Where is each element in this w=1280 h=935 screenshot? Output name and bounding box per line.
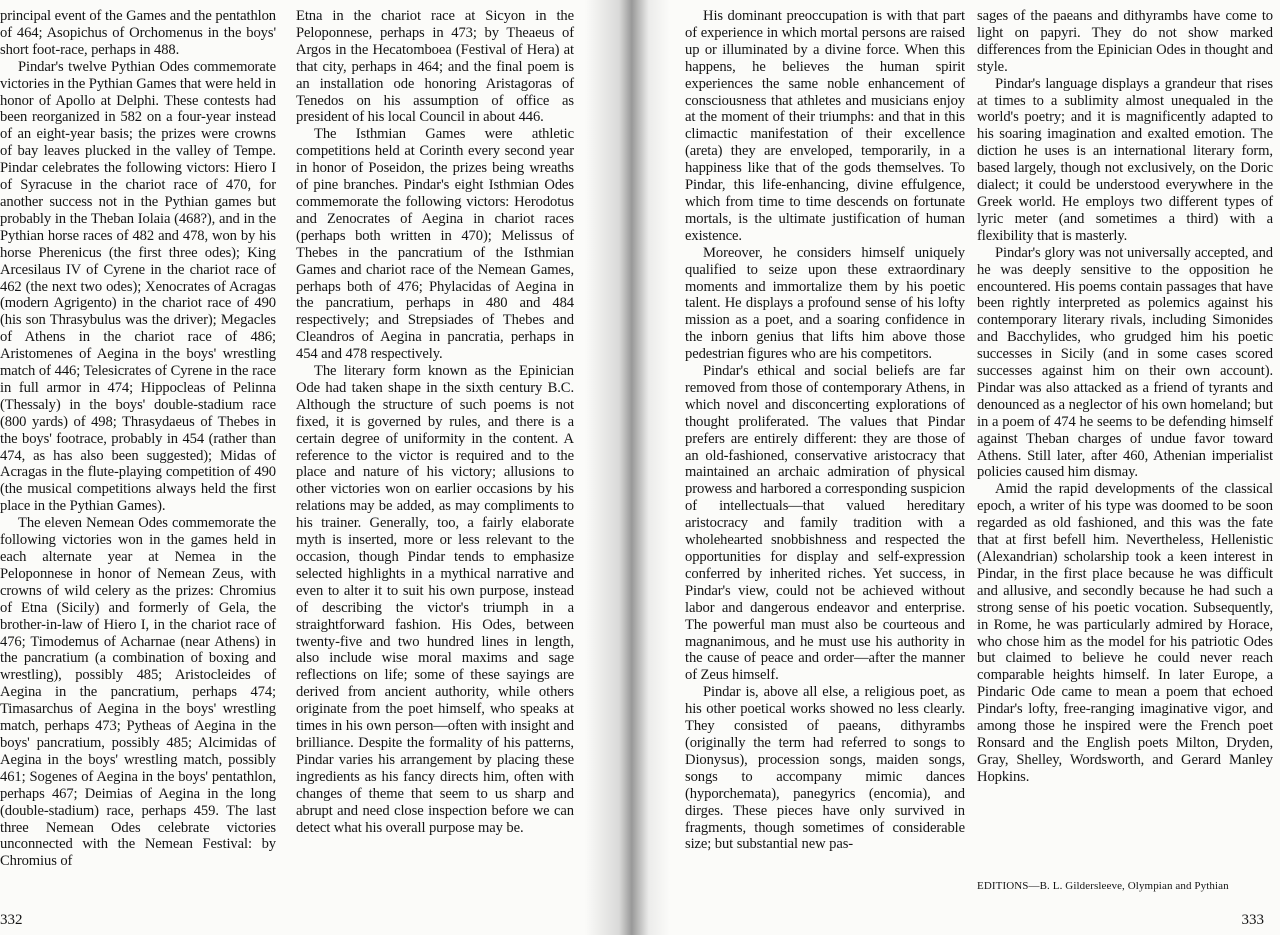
paragraph: Amid the rapid developments of the classical epoch, a writer of his type was doomed to be soon regarded as old fashioned, and this was the fate that at first befell him. Nevertheless, Hellenistic (Alexandrian) scholarship took a keen interest in Pindar, in the first place because he was difficult and allusive, and secondly because he had such a strong sense of his poetic vocation. Subsequently, in Rome, he was particularly admired by Horace, who chose him as the model for his patriotic Odes but claimed to believe he could never reach comparable heights himself. In later Europe, a Pindaric Ode came to mean a poem that echoed Pindar's lofty, free-ranging imaginative vigor, and among those he inspired were the French poet Ronsard and the English poets Milton, Dryden, Gray, Shelley, Wordsworth, and Gerard Manley Hopkins. (977, 481, 1273, 785)
paragraph: The Isthmian Games were athletic competitions held at Corinth every second year in honor of Poseidon, the prizes being wreaths of pine branches. Pindar's eight Isthmian Odes commemorate the following victors: Herodotus and Zenocrates of Aegina in chariot races (perhaps both written in 470); Melissus of Thebes in the pancratium of the Isthmian Games and chariot race of the Nemean Games, perhaps both of 476; Phylacidas of Aegina in the pancratium, perhaps in 480 and 484 respectively; and Strepsiades of Thebes and Cleandros of Aegina in pancratia, perhaps in 454 and 478 respectively. (296, 126, 574, 363)
right-page (655, 0, 1280, 935)
page-number: 333 (1241, 912, 1264, 928)
paragraph: Moreover, he considers himself uniquely qualified to seize upon these extraordinary moments and immortalize them by his poetic talent. He displays a profound sense of his lofty mission as a poet, and a soaring confidence in the inborn genius that lifts him above those pedestrian figures who are his competitors. (685, 244, 965, 363)
paragraph: The literary form known as the Epinician Ode had taken shape in the sixth century B.C. Although the structure of such poems is not fixed, it is governed by rules, and there is a certain degree of uniformity in the content. A reference to the victor is required and to the place and nature of his victory; allusions to other victories won on earlier occasions by his relations may be added, as may compliments to his trainer. Generally, too, a fairly elaborate myth is inserted, more or less relevant to the occasion, though Pindar tends to emphasize selected highlights in a mythical narrative and even to alter it to suit his own purpose, instead of describing the victor's triumph in a straightforward fashion. His Odes, between twenty-five and two hundred lines in length, also include wise moral maxims and sage reflections on life; some of these sayings are derived from ancient authority, while others originate from the poet himself, who speaks at times in his own person—often with insight and brilliance. Despite the formality of his patterns, Pindar varies his arrangement by placing these ingredients as his fancy directs him, often with changes of theme that seem to us sharp and abrupt and need close inspection before we can detect what his overall purpose may be. (296, 363, 574, 836)
paragraph: His dominant preoccupation is with that part of experience in which mortal persons are raised up or illuminated by a divine force. When this happens, he believes the human spirit experiences the same noble enhancement of consciousness that athletes and musicians enjoy at the moment of their triumphs: and that in this climactic manifestation of their excellence (areta) they are enveloped, temporarily, in a happiness like that of the gods themselves. To Pindar, this life-enhancing, divine effulgence, which from time to time descends on fortunate mortals, is the ultimate justification of human existence. (685, 8, 965, 244)
left-page (0, 0, 600, 935)
left-page-column-1 (0, 8, 276, 870)
paragraph: principal event of the Games and the pentathlon of 464; Asopichus of Orchomenus in the boys' short foot-race, perhaps in 488. (0, 8, 276, 58)
paragraph: Pindar's language displays a grandeur that rises at times to a sublimity almost unequaled in the world's poetry; and it is magnificently adapted to his soaring imagination and exalted emotion. The diction he uses is an international literary form, based largely, though not exclusively, on the Doric dialect; it could be understood everywhere in the Greek world. He employs two different types of lyric meter (and sometimes a third) with a flexibility that is masterly. (977, 75, 1273, 244)
editions-line: EDITIONS—B. L. Gildersleeve, Olympian and Pythian (977, 880, 1229, 892)
page-number: 332 (0, 912, 23, 928)
paragraph: The eleven Nemean Odes commemorate the following victories won in the games held in each alternate year at Nemea in the Peloponnese in honor of Nemean Zeus, with crowns of wild celery as the prizes: Chromius of Etna (Sicily) and formerly of Gela, the brother-in-law of Hiero I, in the chariot race of 476; Timodemus of Acharnae (near Athens) in the pancratium (a combination of boxing and wrestling), possibly 485; Aristocleides of Aegina in the pancratium, perhaps 474; Timasarchus of Aegina in the boys' wrestling match, perhaps 473; Pytheas of Aegina in the boys' pancratium, possibly 485; Alcimidas of Aegina in the boys' wrestling match, possibly 461; Sogenes of Aegina in the boys' pentathlon, perhaps 467; Deimias of Aegina in the long (double-stadium) race, perhaps 459. The last three Nemean Odes celebrate victories unconnected with the Nemean Festival: by Chromius of (0, 515, 276, 870)
paragraph: Pindar is, above all else, a religious poet, as his other poetical works showed no less clearly. They consisted of paeans, dithyrambs (originally the term had referred to songs to Dionysus), procession songs, maiden songs, songs to accompany mimic dances (hyporchemata), panegyrics (encomia), and dirges. These pieces have only survived in fragments, though sometimes of considerable size; but substantial new pas- (685, 684, 965, 853)
right-page-column-1 (685, 8, 965, 853)
paragraph: sages of the paeans and dithyrambs have come to light on papyri. They do not show marked differences from the Epinician Odes in thought and style. (977, 8, 1273, 75)
paragraph: Pindar's glory was not universally accepted, and he was deeply sensitive to the opposition he encountered. His poems contain passages that have been rightly interpreted as polemics against his contemporary literary rivals, including Simonides and Bacchylides, who grudged him his poetic successes in Sicily (and in some cases scored successes against him on their own account). Pindar was also attacked as a friend of tyrants and denounced as a neglector of his own homeland; but in a poem of 474 he seems to be defending himself against Theban charges of undue favor toward Athens. Still later, after 460, Athenian imperialist policies caused him dismay. (977, 244, 1273, 481)
left-page-column-2 (296, 8, 574, 836)
paragraph: Pindar's ethical and social beliefs are far removed from those of contemporary Athens, in which novel and disconcerting explorations of thought proliferated. The values that Pindar prefers are entirely different: they are those of an old-fashioned, conservative aristocracy that maintained an archaic admiration of physical prowess and harbored a corresponding suspicion of intellectuals—that valued hereditary aristocracy and family tradition with a wholehearted snobbishness and respected the opportunities for display and self-expression conferred by inherited riches. Yet success, in Pindar's view, could not be achieved without labor and dangerous endeavor and enterprise. The powerful man must also be courteous and magnanimous, and he must use his authority in the cause of peace and order—after the manner of Zeus himself. (685, 363, 965, 684)
paragraph: Etna in the chariot race at Sicyon in the Peloponnese, perhaps in 473; by Theaeus of Argos in the Hecatomboea (Festival of Hera) at that city, perhaps in 464; and the final poem is an installation ode honoring Aristagoras of Tenedos on his assumption of office as president of his local Council in about 446. (296, 8, 574, 126)
right-page-column-2 (977, 8, 1273, 786)
paragraph: Pindar's twelve Pythian Odes commemorate victories in the Pythian Games that were held in honor of Apollo at Delphi. These contests had been reorganized in 582 on a four-year instead of an eight-year basis; the prizes were crowns of bay leaves plucked in the valley of Tempe. Pindar celebrates the following victors: Hiero I of Syracuse in the chariot race of 470, for another success not in the Pythian games but probably in the Theban Iolaia (468?), and in the Pythian horse races of 482 and 478, won by his horse Pherenicus (the first three odes); King Arcesilaus IV of Cyrene in the chariot race of 462 (the next two odes); Xenocrates of Acragas (modern Agrigento) in the chariot race of 490 (his son Thrasybulus was the driver); Megacles of Athens in the chariot race of 486; Aristomenes of Aegina in the boys' wrestling match of 446; Telesicrates of Cyrene in the race in full armor in 474; Hippocleas of Pelinna (Thessaly) in the boys' double-stadium race (800 yards) of 498; Thrasydaeus of Thebes in the boys' footrace, probably in 454 (rather than 474, as has also been suggested); Midas of Acragas in the flute-playing competition of 490 (the musical competitions always held the first place in the Pythian Games). (0, 58, 276, 515)
